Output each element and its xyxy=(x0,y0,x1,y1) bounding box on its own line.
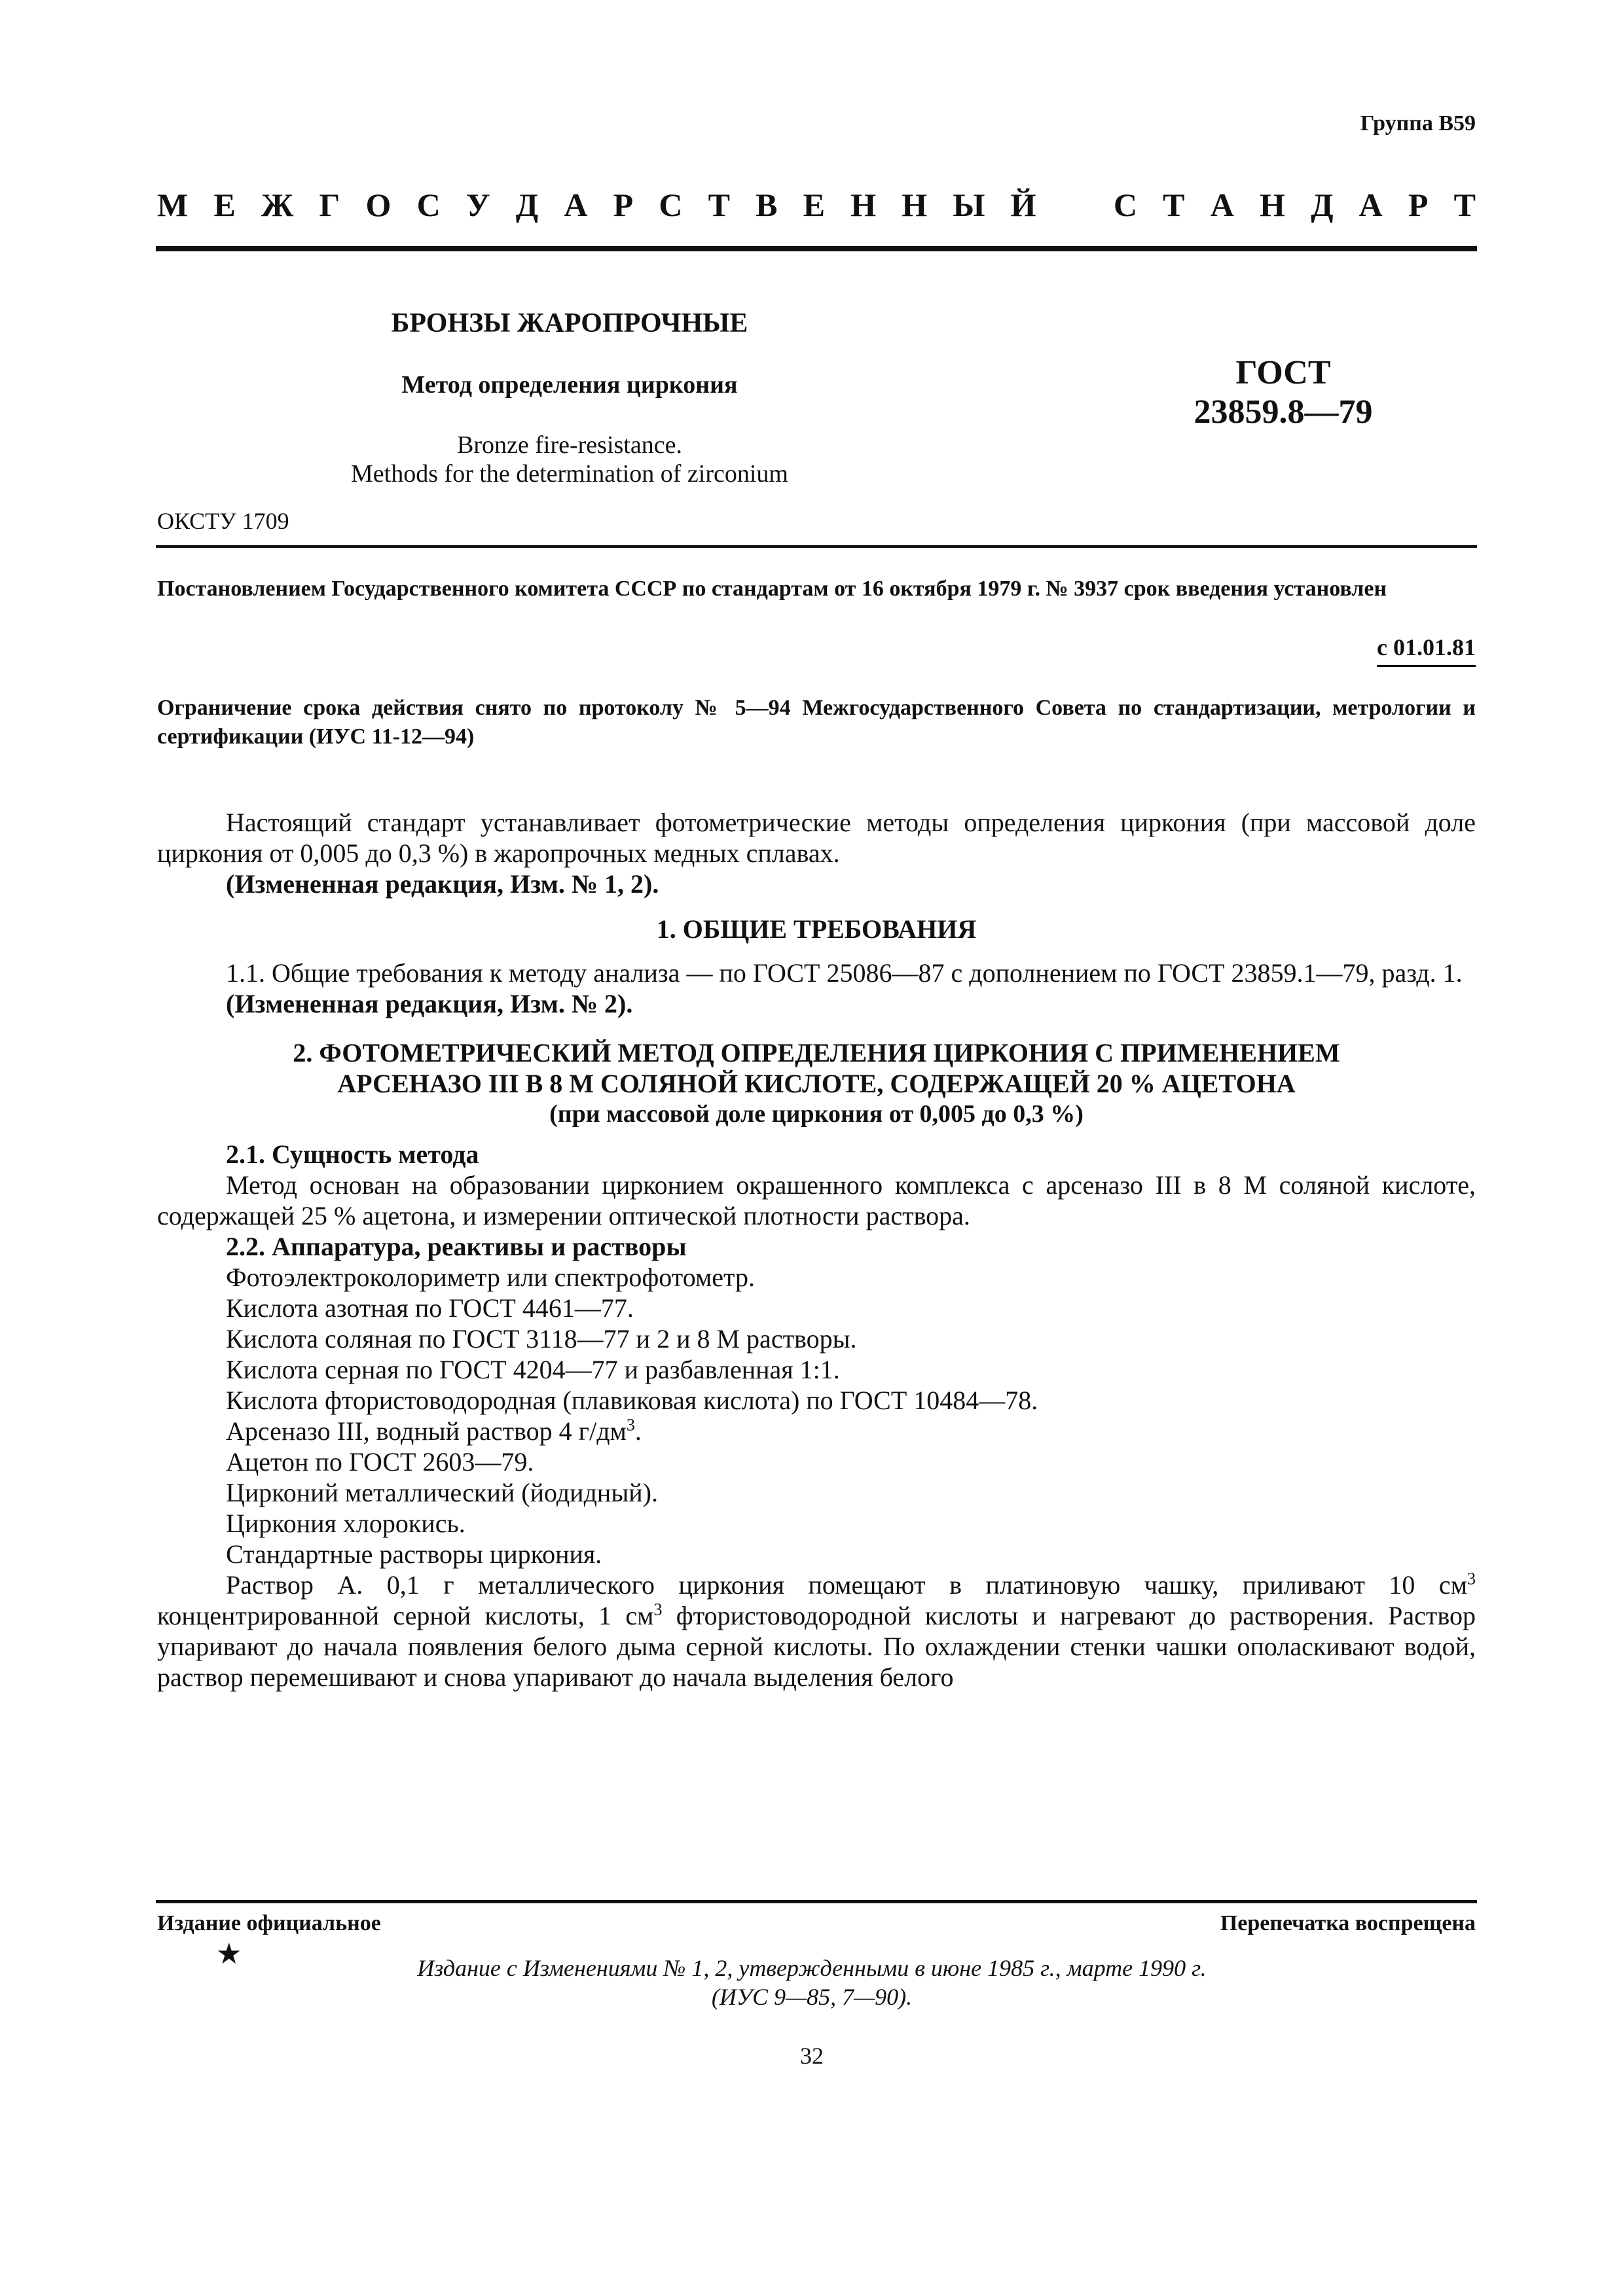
banner-letter: Ы xyxy=(953,187,985,223)
banner-letter: С xyxy=(659,187,683,223)
page-number: 32 xyxy=(800,2043,824,2069)
superscript: 3 xyxy=(653,1600,663,1619)
intro-date: с 01.01.81 xyxy=(1377,634,1476,667)
section-1-title: 1. ОБЩИЕ ТРЕБОВАНИЯ xyxy=(656,914,977,944)
footer-rule xyxy=(156,1900,1477,1903)
banner-letter: Е xyxy=(803,187,826,223)
gost-code: 23859.8—79 xyxy=(1194,393,1373,431)
english-title xyxy=(229,431,910,488)
arsenazo-text: Арсеназо III, водный раствор 4 г/дм xyxy=(226,1416,627,1446)
banner-letter: У xyxy=(465,187,490,223)
title-block xyxy=(229,306,910,488)
banner-letter: Н xyxy=(850,187,877,223)
banner-letter: С xyxy=(416,187,441,223)
clause-2-2-heading: 2.2. Аппаратура, реактивы и растворы xyxy=(226,1232,687,1261)
solution-a-text: фтористоводородной кислоты и нагревают до растворения. Раствор упаривают до начала появления белого дыма серной кислоты. По охлаждении стенки чашки ополаскивают водой, раствор перемешивают и снова упаривают до начала выделения белого xyxy=(157,1601,1476,1692)
list-item: Кислота соляная по ГОСТ 3118—77 и 2 и 8 М растворы. xyxy=(226,1324,857,1354)
clause-1-1: 1.1. Общие требования к методу анализа — по ГОСТ 25086—87 с дополнением по ГОСТ 23859.1—79, разд. 1. xyxy=(226,958,1463,988)
group-code: Группа В59 xyxy=(1360,111,1476,135)
revision-note: (Измененная редакция, Изм. № 2). xyxy=(226,989,633,1018)
banner-letter: Д xyxy=(1311,187,1334,223)
edition-note-line: Издание с Изменениями № 1, 2, утвержденными в июне 1985 г., марте 1990 г. xyxy=(417,1955,1207,1981)
limit-text: Ограничение срока действия снято по протоколу № 5—94 Межгосударственного Совета по стандартизации, метрологии и сертификации (ИУС 11-12—94) xyxy=(157,696,1476,749)
document-title: БРОНЗЫ ЖАРОПРОЧНЫЕ xyxy=(391,308,748,338)
list-item: Цирконий металлический (йодидный). xyxy=(226,1478,658,1507)
banner-letter: Г xyxy=(319,187,340,223)
edition-note xyxy=(288,1954,1336,2011)
reprint-prohibited: Перепечатка воспрещена xyxy=(1220,1911,1476,1935)
period: . xyxy=(634,1416,642,1446)
banner-letter: О xyxy=(365,187,392,223)
banner-letter: Т xyxy=(1453,187,1476,223)
list-item: Кислота серная по ГОСТ 4204—77 и разбавленная 1:1. xyxy=(226,1355,840,1384)
banner-letter: М xyxy=(157,187,189,223)
solution-a-text: концентрированной серной кислоты, 1 см xyxy=(157,1601,654,1630)
banner-letter: Н xyxy=(902,187,928,223)
banner-letter: Ж xyxy=(261,187,294,223)
clause-2-1-text: Метод основан на образовании цирконием окрашенного комплекса с арсеназо III в 8 М соляной кислоте, содержащей 25 % ацетона, и измерении оптической плотности раствора. xyxy=(157,1170,1476,1230)
banner-letter: Н xyxy=(1259,187,1285,223)
banner-letter: Р xyxy=(1408,187,1429,223)
official-edition: Издание официальное xyxy=(157,1911,381,1935)
decree-text: Постановлением Государственного комитета СССР по стандартам от 16 октября 1979 г. № 3937 срок введения установлен xyxy=(157,577,1387,601)
superscript: 3 xyxy=(1467,1569,1476,1588)
okstu-rule xyxy=(156,545,1477,548)
list-item: Кислота азотная по ГОСТ 4461—77. xyxy=(226,1293,634,1323)
section-2-title xyxy=(157,1037,1476,1130)
banner-letter: С xyxy=(1113,187,1137,223)
english-title-line: Bronze fire-resistance. xyxy=(457,431,682,459)
banner-letter: Т xyxy=(708,187,730,223)
list-item: Фотоэлектроколориметр или спектрофотометр. xyxy=(226,1263,756,1292)
solution-a-paragraph xyxy=(157,1570,1476,1693)
okstu-code: ОКСТУ 1709 xyxy=(157,508,289,534)
english-title-line: Methods for the determination of zirconium xyxy=(351,460,788,488)
banner-letter: А xyxy=(1210,187,1234,223)
list-item: Кислота фтористоводородная (плавиковая кислота) по ГОСТ 10484—78. xyxy=(226,1386,1038,1415)
gost-number xyxy=(1126,353,1440,432)
banner-letter: Т xyxy=(1163,187,1185,223)
header-rule xyxy=(156,246,1477,251)
section-2-title-line: АРСЕНАЗО III В 8 М СОЛЯНОЙ КИСЛОТЕ, СОДЕРЖАЩЕЙ 20 % АЦЕТОНА xyxy=(337,1069,1296,1098)
banner-letter: В xyxy=(756,187,778,223)
superscript: 3 xyxy=(626,1415,635,1435)
clause-2-1-heading: 2.1. Сущность метода xyxy=(226,1139,479,1169)
banner-letter: А xyxy=(564,187,588,223)
star-icon: ★ xyxy=(216,1938,242,1970)
list-item: Ацетон по ГОСТ 2603—79. xyxy=(226,1447,534,1477)
section-2-title-line: 2. ФОТОМЕТРИЧЕСКИЙ МЕТОД ОПРЕДЕЛЕНИЯ ЦИРКОНИЯ С ПРИМЕНЕНИЕМ xyxy=(293,1038,1340,1067)
list-item: Стандартные растворы циркония. xyxy=(226,1539,602,1569)
banner-letter: А xyxy=(1359,187,1383,223)
revision-note: (Измененная редакция, Изм. № 1, 2). xyxy=(226,869,659,899)
standard-banner xyxy=(157,185,1476,224)
section-2-title-line: (при массовой доле циркония от 0,005 до 0,3 %) xyxy=(549,1100,1084,1128)
solution-a-text: Раствор А. 0,1 г металлического циркония помещают в платиновую чашку, приливают 10 см xyxy=(226,1570,1467,1600)
body-text xyxy=(157,807,1476,1693)
gost-label: ГОСТ xyxy=(1235,354,1331,391)
list-item: Циркония хлорокись. xyxy=(226,1509,465,1538)
banner-letter: Д xyxy=(515,187,539,223)
banner-gap xyxy=(1062,185,1088,224)
list-item-arsenazo xyxy=(157,1416,1476,1446)
banner-letter: Р xyxy=(613,187,634,223)
banner-letter: Е xyxy=(213,187,236,223)
intro-paragraph: Настоящий стандарт устанавливает фотометрические методы определения циркония (при массовой доле циркония от 0,005 до 0,3 %) в жаропрочных медных сплавах. xyxy=(157,808,1476,868)
document-subtitle: Метод определения циркония xyxy=(401,371,738,399)
banner-letter: Й xyxy=(1010,187,1036,223)
edition-note-line: (ИУС 9—85, 7—90). xyxy=(711,1984,913,2010)
